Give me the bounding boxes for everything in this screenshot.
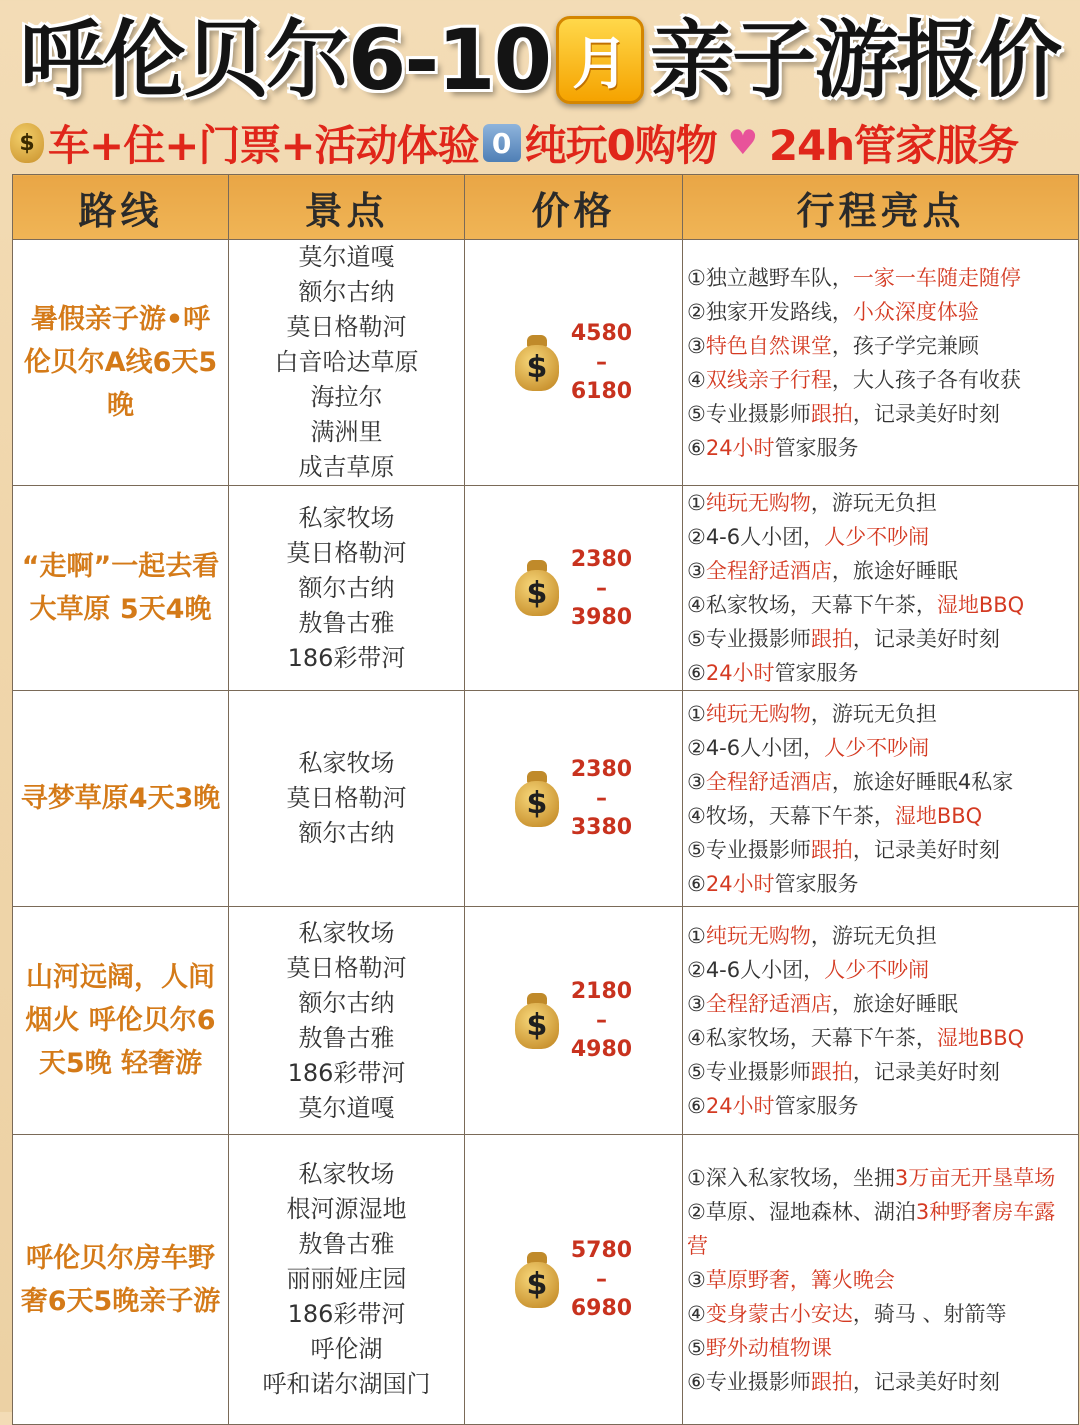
subtitle-part-2: 纯玩0购物 xyxy=(524,121,717,170)
highlight-text: ⑥ xyxy=(687,1093,706,1118)
highlight-item xyxy=(687,588,1074,622)
price-cell xyxy=(465,486,683,691)
price-high: 4980 xyxy=(570,1037,633,1062)
spots-cell xyxy=(229,907,465,1135)
price-low: 2180 xyxy=(570,979,633,1004)
money-bag-icon: $ xyxy=(515,1252,559,1308)
highlight-emphasis: 跟拍 xyxy=(810,627,853,651)
spots-cell xyxy=(229,1135,465,1425)
highlight-item xyxy=(687,1297,1074,1331)
spot-item: 成吉草原 xyxy=(298,453,395,481)
month-badge: 月 xyxy=(556,16,644,104)
price-cell xyxy=(465,907,683,1135)
highlight-text: ，记录美好时刻 xyxy=(852,1369,1000,1394)
highlights-cell xyxy=(683,1135,1079,1425)
price-high: 3980 xyxy=(570,604,633,630)
highlight-item xyxy=(687,799,1074,833)
spot-item: 莫日格勒河 xyxy=(286,784,407,812)
highlight-item xyxy=(687,1161,1074,1195)
highlight-text: ，记录美好时刻 xyxy=(852,401,1000,426)
route-name: 呼伦贝尔房车野奢6天5晚亲子游 xyxy=(20,1242,221,1317)
highlight-text: ⑤专业摄影师 xyxy=(687,401,811,426)
highlight-text: ④私家牧场，天幕下午茶， xyxy=(687,1025,937,1050)
highlight-text: ④牧场，天幕下午茶， xyxy=(687,803,895,828)
spot-item: 额尔古纳 xyxy=(298,573,395,602)
money-bag-icon: $ xyxy=(515,560,559,616)
route-cell xyxy=(13,907,229,1135)
highlight-emphasis: 变身蒙古小安达 xyxy=(705,1301,853,1326)
spot-item: 丽丽娅庄园 xyxy=(286,1265,407,1293)
money-bag-icon: $ xyxy=(515,993,559,1049)
highlight-emphasis: 跟拍 xyxy=(810,401,853,426)
highlight-item xyxy=(687,1195,1074,1263)
highlight-text: ，记录美好时刻 xyxy=(852,627,1000,651)
spots-cell xyxy=(229,691,465,907)
highlight-emphasis: 一家一车随走随停 xyxy=(852,265,1021,290)
spot-item: 呼和诺尔湖国门 xyxy=(262,1370,431,1398)
title-right: 亲子游报价 xyxy=(650,11,1061,109)
highlights-cell xyxy=(683,240,1079,486)
highlight-emphasis: 跟拍 xyxy=(810,837,853,862)
price-sep: – xyxy=(595,350,607,375)
highlight-text: ④ xyxy=(687,367,706,392)
highlight-emphasis: 纯玩无购物 xyxy=(705,491,811,515)
spot-item: 莫日格勒河 xyxy=(286,313,407,341)
table-row xyxy=(13,240,1079,486)
highlight-emphasis: 3种野奢房车露营 xyxy=(687,1199,1056,1258)
highlight-text: ⑤专业摄影师 xyxy=(687,627,811,651)
highlight-item xyxy=(687,363,1074,397)
highlight-item xyxy=(687,486,1074,520)
spot-item: 186彩带河 xyxy=(287,643,406,672)
money-bag-icon: $ xyxy=(10,123,44,163)
highlight-text: ⑥专业摄影师 xyxy=(687,1369,811,1394)
highlight-text: ①独立越野车队， xyxy=(687,265,853,290)
spot-item: 呼伦湖 xyxy=(310,1335,383,1363)
highlight-emphasis: 人少不吵闹 xyxy=(824,957,930,982)
spots-cell xyxy=(229,486,465,691)
spot-item: 莫尔道嘎 xyxy=(298,243,395,271)
spot-item: 根河源湿地 xyxy=(286,1195,407,1223)
highlight-emphasis: 人少不吵闹 xyxy=(824,525,930,549)
route-name: “走啊”一起去看大草原 5天4晚 xyxy=(21,551,220,625)
money-bag-icon: $ xyxy=(515,771,559,827)
table-header-row xyxy=(13,175,1079,240)
price-sep: – xyxy=(595,1008,607,1033)
spots-cell xyxy=(229,240,465,486)
page-title xyxy=(0,8,1080,112)
highlight-emphasis: 草原野奢，篝火晚会 xyxy=(705,1267,895,1292)
route-cell xyxy=(13,486,229,691)
highlight-text: ②独家开发路线， xyxy=(687,299,853,324)
highlight-item xyxy=(687,622,1074,656)
spot-item: 海拉尔 xyxy=(310,383,383,411)
price-high: 6980 xyxy=(570,1296,633,1321)
highlight-text: ③ xyxy=(687,559,706,583)
highlight-text: ②草原、湿地森林、湖泊 xyxy=(687,1199,916,1224)
table-row xyxy=(13,691,1079,907)
highlight-emphasis: 全程舒适酒店 xyxy=(705,991,832,1016)
two-hearts-icon: ♥ xyxy=(727,123,759,163)
highlight-item xyxy=(687,1263,1074,1297)
price-sep: – xyxy=(595,1267,607,1292)
money-bag-icon: $ xyxy=(515,335,559,391)
spot-item: 莫尔道嘎 xyxy=(298,1093,395,1122)
highlight-text: ，记录美好时刻 xyxy=(852,1059,1000,1084)
highlight-item xyxy=(687,987,1074,1021)
highlight-text: ⑥ xyxy=(687,661,706,685)
highlight-text: ③ xyxy=(687,1267,706,1292)
highlight-text: ⑤专业摄影师 xyxy=(687,1059,811,1084)
route-cell xyxy=(13,691,229,907)
highlight-emphasis: 全程舒适酒店 xyxy=(705,769,832,794)
route-name: 山河远阔，人间烟火 呼伦贝尔6天5晚 轻奢游 xyxy=(25,962,216,1079)
highlight-emphasis: 全程舒适酒店 xyxy=(705,559,832,583)
subtitle-bar xyxy=(10,112,1074,174)
spot-item: 敖鲁古雅 xyxy=(298,608,395,637)
highlight-text: ①深入私家牧场，坐拥 xyxy=(687,1165,895,1190)
highlight-item xyxy=(687,295,1074,329)
route-cell xyxy=(13,1135,229,1425)
highlight-text: ① xyxy=(687,491,706,515)
highlight-text: ，骑马 、射箭等 xyxy=(852,1301,1007,1326)
route-name: 暑假亲子游•呼伦贝尔A线6天5晚 xyxy=(23,304,218,421)
highlight-text: ，旅途好睡眠 xyxy=(831,559,958,583)
price-low: 4580 xyxy=(570,321,633,346)
highlight-item xyxy=(687,397,1074,431)
header-route: 路线 xyxy=(13,175,229,240)
header-price: 价格 xyxy=(465,175,683,240)
spot-item: 186彩带河 xyxy=(287,1058,406,1087)
highlight-text: ④ xyxy=(687,1301,706,1326)
keycap-zero-icon: 0 xyxy=(483,124,521,162)
highlights-cell xyxy=(683,486,1079,691)
highlight-emphasis: 跟拍 xyxy=(810,1059,853,1084)
highlight-emphasis: 小众深度体验 xyxy=(852,299,979,324)
highlight-text: 管家服务 xyxy=(774,435,859,460)
highlight-emphasis: 人少不吵闹 xyxy=(824,735,930,760)
highlight-item xyxy=(687,329,1074,363)
price-low: 2380 xyxy=(570,757,633,782)
price-low: 2380 xyxy=(570,546,633,572)
highlight-text: ，游玩无负担 xyxy=(810,491,937,515)
highlight-text: 管家服务 xyxy=(774,871,859,896)
highlight-emphasis: 野外动植物课 xyxy=(705,1335,832,1360)
header-highlights: 行程亮点 xyxy=(683,175,1079,240)
highlight-text: ，大人孩子各有收获 xyxy=(831,367,1021,392)
highlight-emphasis: 纯玩无购物 xyxy=(705,923,811,948)
title-left: 呼伦贝尔6-10 xyxy=(19,11,551,109)
highlight-item xyxy=(687,731,1074,765)
highlight-item xyxy=(687,520,1074,554)
highlight-text: 管家服务 xyxy=(774,1093,859,1118)
table-row xyxy=(13,486,1079,691)
highlight-text: ③ xyxy=(687,333,706,358)
highlight-item xyxy=(687,919,1074,953)
table-row xyxy=(13,1135,1079,1425)
highlight-item xyxy=(687,1331,1074,1365)
highlight-item xyxy=(687,953,1074,987)
highlight-item xyxy=(687,554,1074,588)
highlight-emphasis: 24小时 xyxy=(705,1093,775,1118)
spot-item: 私家牧场 xyxy=(298,749,395,777)
route-name: 寻梦草原4天3晚 xyxy=(20,783,221,814)
spot-item: 186彩带河 xyxy=(287,1300,406,1328)
price-cell xyxy=(465,1135,683,1425)
price-cell xyxy=(465,691,683,907)
highlight-text: ②4-6人小团， xyxy=(687,735,825,760)
highlight-item xyxy=(687,1055,1074,1089)
highlight-text: ，旅途好睡眠4私家 xyxy=(831,769,1014,794)
highlight-emphasis: 双线亲子行程 xyxy=(705,367,832,392)
highlight-item xyxy=(687,1089,1074,1123)
highlight-text: ⑥ xyxy=(687,871,706,896)
highlight-emphasis: 24小时 xyxy=(705,871,775,896)
highlight-emphasis: 纯玩无购物 xyxy=(705,701,811,726)
price-table xyxy=(12,174,1079,1425)
price-high: 3380 xyxy=(570,815,633,840)
highlight-emphasis: 湿地BBQ xyxy=(936,1025,1025,1050)
header-spots: 景点 xyxy=(229,175,465,240)
price-sep: – xyxy=(595,786,607,811)
highlight-text: ① xyxy=(687,923,706,948)
spot-item: 额尔古纳 xyxy=(298,278,395,306)
spot-item: 私家牧场 xyxy=(298,503,395,532)
highlight-text: ，游玩无负担 xyxy=(810,701,937,726)
highlight-item xyxy=(687,261,1074,295)
highlight-item xyxy=(687,656,1074,690)
highlight-text: ，游玩无负担 xyxy=(810,923,937,948)
highlight-item xyxy=(687,697,1074,731)
highlight-emphasis: 跟拍 xyxy=(810,1369,853,1394)
highlight-text: ②4-6人小团， xyxy=(687,525,825,549)
highlight-item xyxy=(687,1021,1074,1055)
price-sep: – xyxy=(595,575,607,601)
highlight-text: ④私家牧场，天幕下午茶， xyxy=(687,593,937,617)
spot-item: 私家牧场 xyxy=(298,918,395,947)
spot-item: 额尔古纳 xyxy=(298,819,395,847)
spot-item: 莫日格勒河 xyxy=(286,953,407,982)
price-cell xyxy=(465,240,683,486)
spot-item: 敖鲁古雅 xyxy=(298,1023,395,1052)
highlight-text: ，孩子学完兼顾 xyxy=(831,333,979,358)
highlight-text: 管家服务 xyxy=(774,661,859,685)
highlight-emphasis: 24小时 xyxy=(705,661,775,685)
route-cell xyxy=(13,240,229,486)
table-row xyxy=(13,907,1079,1135)
price-high: 6180 xyxy=(570,379,633,404)
highlight-emphasis: 湿地BBQ xyxy=(894,803,983,828)
spot-item: 白音哈达草原 xyxy=(274,348,419,376)
spot-item: 额尔古纳 xyxy=(298,988,395,1017)
price-low: 5780 xyxy=(570,1238,633,1263)
spot-item: 敖鲁古雅 xyxy=(298,1230,395,1258)
highlight-text: ，记录美好时刻 xyxy=(852,837,1000,862)
highlight-item xyxy=(687,1365,1074,1399)
highlight-emphasis: 特色自然课堂 xyxy=(705,333,832,358)
highlight-item xyxy=(687,765,1074,799)
highlight-text: ⑥ xyxy=(687,435,706,460)
subtitle-part-1: 车+住+门票+活动体验 xyxy=(48,121,479,170)
highlight-item xyxy=(687,431,1074,465)
highlight-text: ⑤ xyxy=(687,1335,706,1360)
highlight-text: ，旅途好睡眠 xyxy=(831,991,958,1016)
highlight-item xyxy=(687,867,1074,901)
highlight-emphasis: 湿地BBQ xyxy=(936,593,1025,617)
spot-item: 满洲里 xyxy=(310,418,383,446)
highlights-cell xyxy=(683,691,1079,907)
highlight-text: ③ xyxy=(687,769,706,794)
highlight-emphasis: 3万亩无开垦草场 xyxy=(894,1165,1056,1190)
highlights-cell xyxy=(683,907,1079,1135)
highlight-text: ③ xyxy=(687,991,706,1016)
spot-item: 私家牧场 xyxy=(298,1160,395,1188)
highlight-text: ②4-6人小团， xyxy=(687,957,825,982)
spot-item: 莫日格勒河 xyxy=(286,538,407,567)
highlight-text: ① xyxy=(687,701,706,726)
highlight-item xyxy=(687,833,1074,867)
highlight-emphasis: 24小时 xyxy=(705,435,775,460)
highlight-text: ⑤专业摄影师 xyxy=(687,837,811,862)
subtitle-part-3: 24h管家服务 xyxy=(768,121,1019,170)
